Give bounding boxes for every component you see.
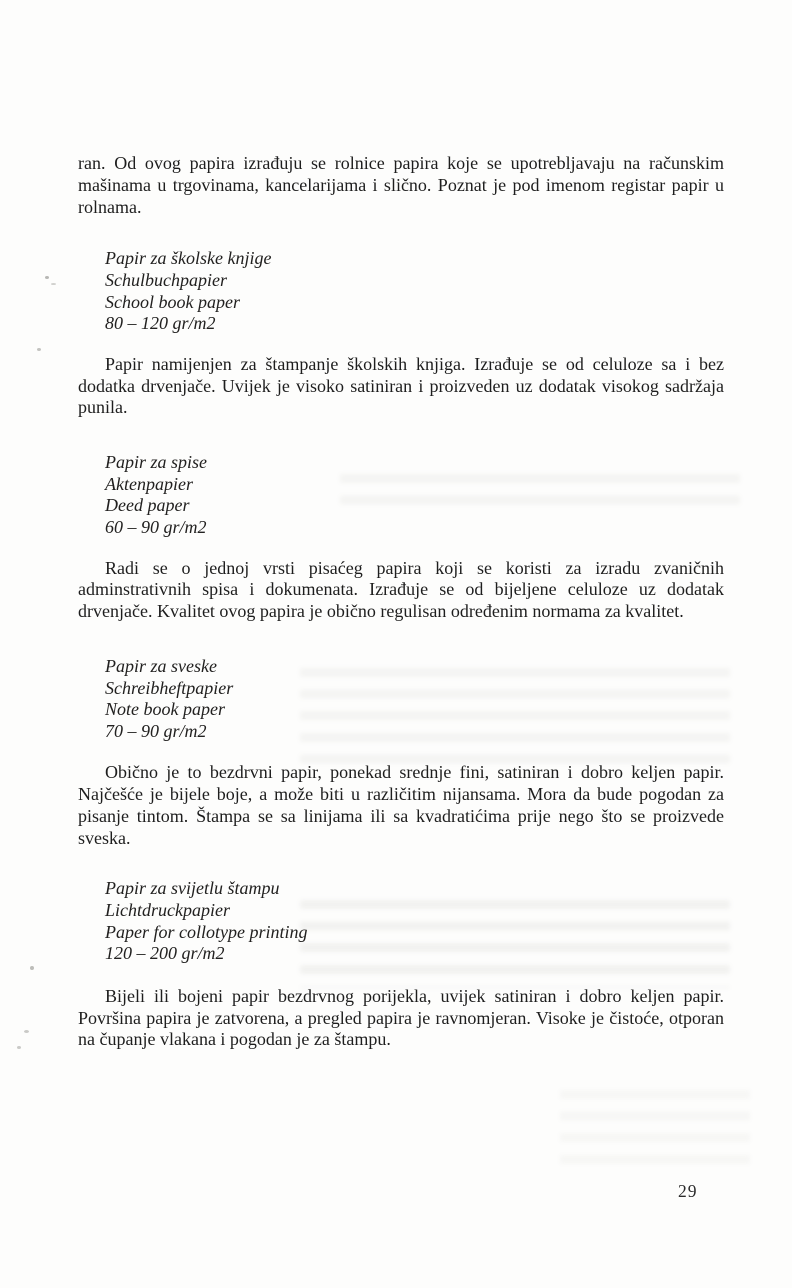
paper-spec-block-collotype bbox=[105, 878, 724, 964]
page-content bbox=[78, 153, 724, 1051]
bleed-through-artifact bbox=[560, 1090, 750, 1176]
scan-speck-artifact bbox=[37, 348, 41, 351]
description-paragraph-collotype: Bijeli ili bojeni papir bezdrvnog porijekla, uvijek satiniran i dobro keljen papir. Površina papira je zatvorena, a pregled papira je ravnomjeran. Visoke je čistoće, otporan na čupanje vlakana i pogodan je za štampu. bbox=[78, 985, 724, 1050]
scan-speck-artifact bbox=[17, 1046, 21, 1049]
paper-grammage: 60 – 90 gr/m2 bbox=[105, 516, 207, 537]
paper-name-local: Papir za svijetlu štampu bbox=[105, 878, 280, 899]
paper-name-local: Papir za školske knjige bbox=[105, 248, 272, 269]
paper-name-local: Papir za spise bbox=[105, 452, 208, 473]
paper-spec-block-school-book bbox=[105, 248, 724, 334]
paper-name-german: Aktenpapier bbox=[105, 473, 193, 494]
paper-name-english: Deed paper bbox=[105, 495, 190, 516]
paper-grammage: 120 – 200 gr/m2 bbox=[105, 943, 225, 964]
paper-name-local: Papir za sveske bbox=[105, 655, 217, 676]
paper-name-german: Schulbuchpapier bbox=[105, 269, 227, 290]
scan-speck-artifact bbox=[24, 1030, 29, 1033]
paper-name-german: Schreibheftpapier bbox=[105, 677, 234, 698]
paper-spec-block-deed bbox=[105, 452, 724, 538]
paper-name-english: School book paper bbox=[105, 291, 240, 312]
paper-name-german: Lichtdruckpapier bbox=[105, 900, 230, 921]
page-number: 29 bbox=[678, 1181, 698, 1201]
intro-paragraph: ran. Od ovog papira izrađuju se rolnice papira koje se upotrebljavaju na računskim mašinama u trgovinama, kancelarijama i slično. Poznat je pod imenom registar papir u rolnama. bbox=[78, 153, 724, 217]
paper-name-english: Note book paper bbox=[105, 699, 225, 720]
scan-speck-artifact bbox=[51, 283, 56, 285]
paper-spec-block-note-book bbox=[105, 656, 724, 742]
description-paragraph-note-book: Obično je to bezdrvni papir, ponekad srednje fini, satiniran i dobro keljen papir. Najčešće je bijele boje, a može biti u različitim nijansama. Mora da bude pogodan za pisanje tintom. Štampa se sa linijama ili sa kvadratićima prije nego što se proizvede sveska. bbox=[78, 762, 724, 848]
paper-grammage: 80 – 120 gr/m2 bbox=[105, 313, 216, 334]
description-paragraph-school-book: Papir namijenjen za štampanje školskih knjiga. Izrađuje se od celuloze sa i bez dodatka drvenjače. Uvijek je visoko satiniran i proizveden uz dodatak visokog sadržaja punila. bbox=[78, 353, 724, 418]
description-paragraph-deed: Radi se o jednoj vrsti pisaćeg papira koji se koristi za izradu zvaničnih adminstrativnih spisa i dokumenata. Izrađuje se od bijeljene celuloze uz dodatak drvenjače. Kvalitet ovog papira je obično regulisan određenim normama za kvalitet. bbox=[78, 557, 724, 622]
paper-name-english: Paper for collotype printing bbox=[105, 921, 308, 942]
paper-grammage: 70 – 90 gr/m2 bbox=[105, 720, 207, 741]
scan-speck-artifact bbox=[45, 276, 49, 279]
scan-speck-artifact bbox=[30, 966, 34, 970]
